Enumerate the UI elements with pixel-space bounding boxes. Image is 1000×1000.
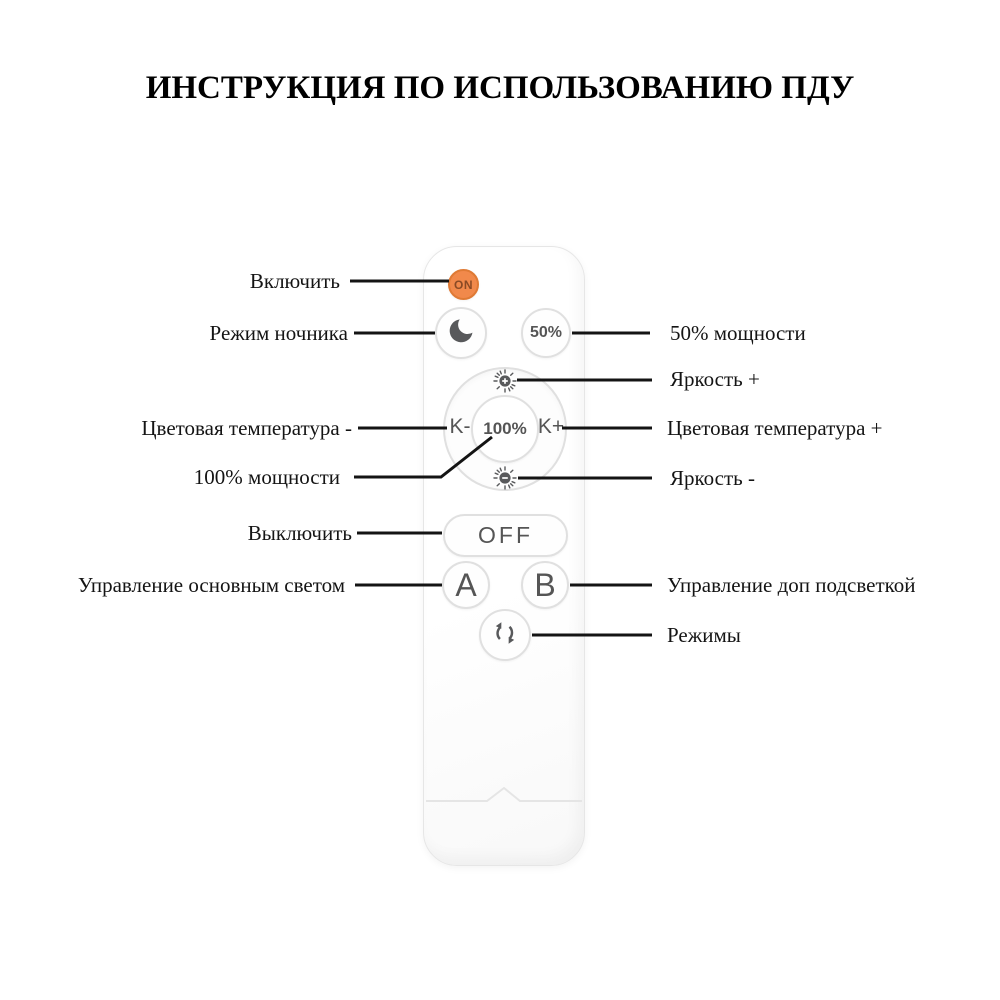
power-on-label: ON [454,277,473,292]
sun-minus-icon [492,478,518,495]
power-on-button[interactable] [448,269,479,300]
full-power-label: 100% [483,419,527,438]
modes-button[interactable] [479,609,531,661]
label-main-light: Управление основным светом [77,573,345,597]
temp-down-button[interactable]: K- [449,415,471,438]
channel-a-label: A [455,566,477,603]
channel-a-button[interactable] [442,561,490,609]
label-brightness-up: Яркость + [670,367,760,391]
label-half-power: 50% мощности [670,321,806,345]
half-power-label: 50% [529,324,563,341]
page-title: ИНСТРУКЦИЯ ПО ИСПОЛЬЗОВАНИЮ ПДУ [145,70,855,106]
half-power-button[interactable] [521,308,571,358]
power-off-label: OFF [478,522,533,548]
temp-up-button[interactable]: K+ [537,415,565,438]
label-temp-down: Цветовая температура - [141,416,352,440]
label-power-off: Выключить [247,521,352,545]
channel-b-button[interactable] [521,561,569,609]
label-temp-up: Цветовая температура + [667,416,883,440]
label-modes: Режимы [667,623,741,647]
brightness-up-button[interactable] [492,368,518,394]
sun-plus-icon [492,381,518,398]
label-full-power: 100% мощности [193,465,340,489]
moon-icon [445,315,477,352]
brightness-down-button[interactable] [492,465,518,491]
label-brightness-down: Яркость - [670,466,755,490]
power-off-button[interactable] [443,514,568,557]
channel-b-label: B [534,566,556,603]
night-mode-button[interactable] [435,307,487,359]
label-aux-light: Управление доп подсветкой [667,573,916,597]
label-night-mode: Режим ночника [209,321,348,345]
label-power-on: Включить [249,269,340,293]
cycle-icon [489,617,521,654]
